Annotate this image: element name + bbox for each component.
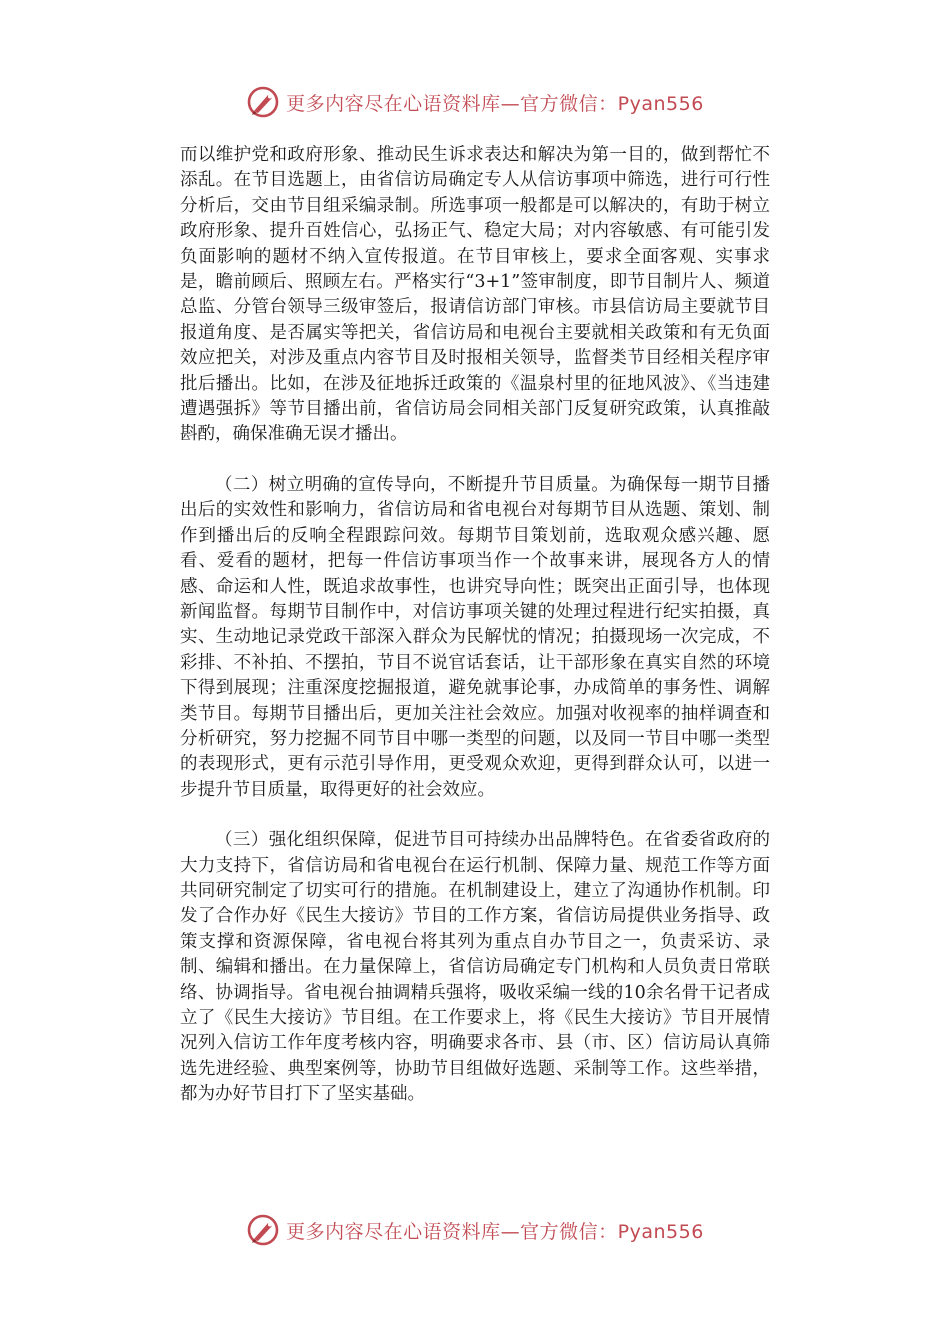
header-watermark xyxy=(0,82,950,122)
footer-watermark xyxy=(0,1210,950,1250)
paragraph-2: （二）树立明确的宣传导向，不断提升节目质量。为确保每一期节目播出后的实效性和影响力，省信访局和省电视台对每期节目从选题、策划、制作到播出后的反响全程跟踪问效。每期节目策划前，选取观众感兴趣、愿看、爱看的题材，把每一件信访事项当作一个故事来讲，展现各方人的情感、命运和人性，既追求故事性，也讲究导向性；既突出正面引导，也体现新闻监督。每期节目制作中，对信访事项关键的处理过程进行纪实拍摄，真实、生动地记录党政干部深入群众为民解忧的情况；拍摄现场一次完成，不彩排、不补拍、不摆拍，节目不说官话套话，让干部形象在真实自然的环境下得到展现；注重深度挖掘报道，避免就事论事，办成简单的事务性、调解类节目。每期节目播出后，更加关注社会效应。加强对收视率的抽样调查和分析研究，努力挖掘不同节目中哪一类型的问题，以及同一节目中哪一类型的表现形式，更有示范引导作用，更受观众欢迎，更得到群众认可，以进一步提升节目质量，取得更好的社会效应。 xyxy=(180,474,770,800)
document-body xyxy=(180,143,770,1108)
paragraph-3: （三）强化组织保障，促进节目可持续办出品牌特色。在省委省政府的大力支持下，省信访局和省电视台在运行机制、保障力量、规范工作等方面共同研究制定了切实可行的措施。在机制建设上，建立了沟通协作机制。印发了合作办好《民生大接访》节目的工作方案，省信访局提供业务指导、政策支撑和资源保障，省电视台将其列为重点自办节目之一，负责采访、录制、编辑和播出。在力量保障上，省信访局确定专门机构和人员负责日常联络、协调指导。省电视台抽调精兵强将，吸收采编一线的10余名骨干记者成立了《民生大接访》节目组。在工作要求上，将《民生大接访》节目开展情况列入信访工作年度考核内容，明确要求各市、县（市、区）信访局认真筛选先进经验、典型案例等，协助节目组做好选题、采制等工作。这些举措，都为办好节目打下了坚实基础。 xyxy=(180,830,770,1105)
paragraph-1: 而以维护党和政府形象、推动民生诉求表达和解决为第一目的，做到帮忙不添乱。在节目选题上，由省信访局确定专人从信访事项中筛选，进行可行性分析后，交由节目组采编录制。所选事项一般都是可以解决的，有助于树立政府形象、提升百姓信心，弘扬正气、稳定大局；对内容敏感、有可能引发负面影响的题材不纳入宣传报道。在节目审核上，要求全面客观、实事求是，瞻前顾后、照顾左右。严格实行“3+1”签审制度，即节目制片人、频道总监、分管台领导三级审签后，报请信访部门审核。市县信访局主要就节目报道角度、是否属实等把关，省信访局和电视台主要就相关政策和有无负面效应把关，对涉及重点内容节目及时报相关领导，监督类节目经相关程序审批后播出。比如，在涉及征地拆迁政策的《温泉村里的征地风波》、《当违建遭遇强拆》等节目播出前，省信访局会同相关部门反复研究政策，认真推敲斟酌，确保准确无误才播出。 xyxy=(180,145,770,445)
watermark-text: 更多内容尽在心语资料库—官方微信：Pyan556 xyxy=(286,1220,704,1243)
watermark-text: 更多内容尽在心语资料库—官方微信：Pyan556 xyxy=(286,92,704,115)
pen-logo-icon xyxy=(246,1213,280,1247)
pen-logo-icon xyxy=(246,85,280,119)
